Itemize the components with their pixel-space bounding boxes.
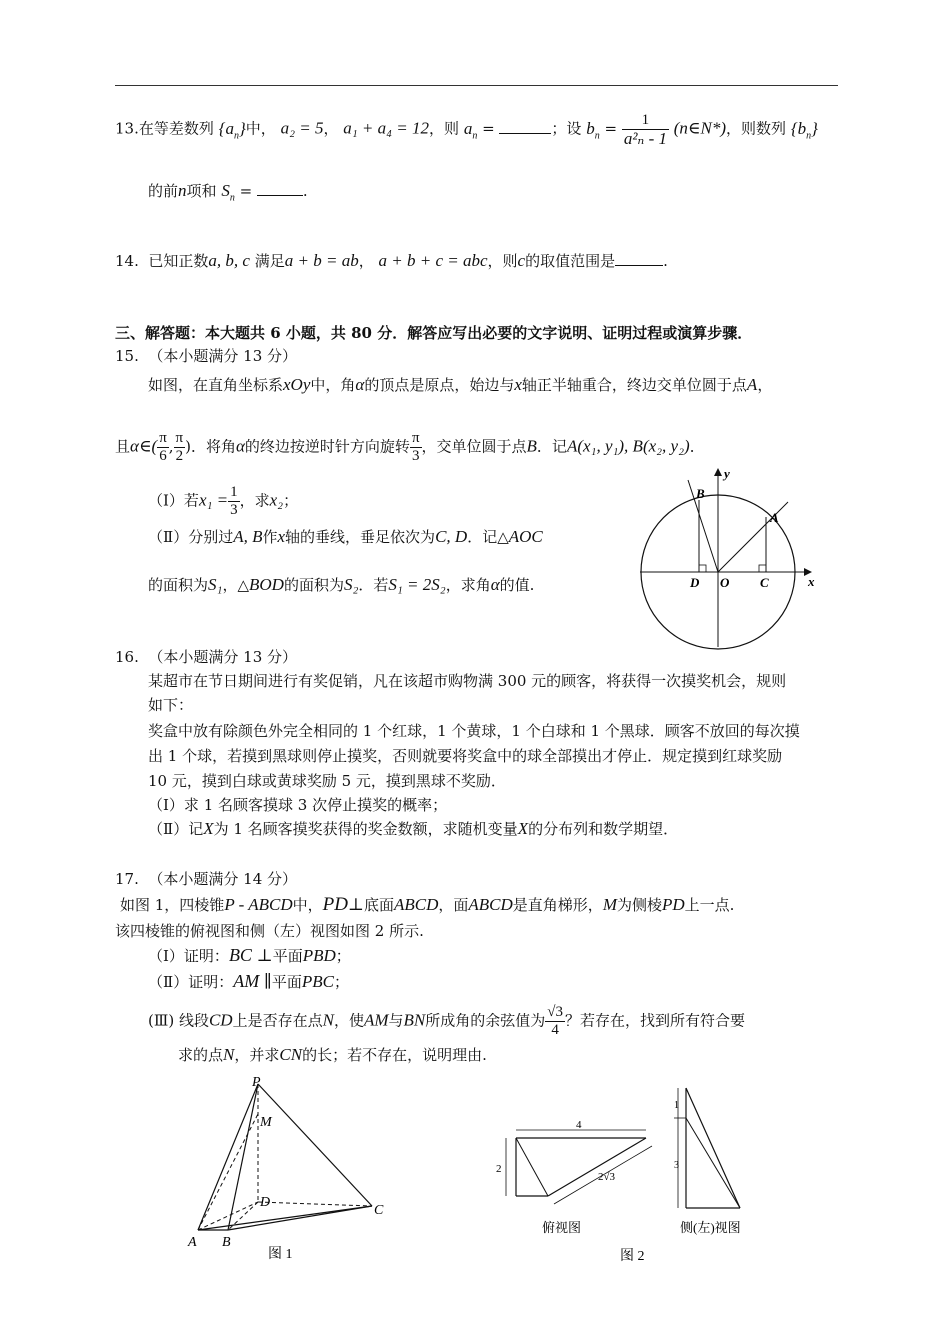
figure-2-views <box>480 1080 780 1276</box>
n-in-N: (n∈N*) <box>673 118 727 138</box>
q14-line: 14. 已知正数a, b, c 满足a + b = ab， a + b + c = abc，则c的取值范围是 . <box>115 251 668 270</box>
blank-c-range <box>615 255 663 266</box>
side-view-caption: 侧(左)视图 <box>680 1220 741 1235</box>
edge-PC <box>258 1084 372 1206</box>
q17-line2: 该四棱锥的俯视图和侧（左）视图如图 2 所示. <box>115 922 424 940</box>
label-O: O <box>720 575 730 590</box>
figure-1-pyramid <box>180 1074 400 1274</box>
q15-line1: 如图，在直角坐标系xOy中，角α的顶点是原点，始边与x轴正半轴重合，终边交单位圆于点A， <box>148 375 773 394</box>
dim-2sqrt3-label: 2√3 <box>598 1171 616 1183</box>
label-y: y <box>724 466 730 481</box>
right-angle-D <box>699 565 706 572</box>
set-an: $\{a_n\}$ <box>218 118 246 141</box>
cond-a2: a₂ = 5 <box>280 118 324 138</box>
cond-a1a4: a₁ + a₄ = 12 <box>343 118 430 138</box>
y-axis-arrow <box>714 468 722 476</box>
q17-part1: （Ⅰ）证明：BC ⊥平面PBD； <box>148 945 351 965</box>
q16-part1: （Ⅰ）求 1 名顾客摸球 3 次停止摸奖的概率； <box>148 796 448 814</box>
q16-line5: 10 元，摸到白球或黄球奖励 5 元，摸到黑球不奖励． <box>148 772 506 790</box>
blank-an <box>499 123 551 134</box>
frac-sqrt3-4: $\frac{√3}{4}$ <box>547 1004 563 1038</box>
dim-2-label: 2 <box>496 1163 502 1175</box>
q15-line2: 且α∈( $\frac{\pi}{6}$ , $\frac{\pi}{2}$ )．将角α的终边按逆时针方向旋转 $\frac{\pi}{3}$ ，交单位圆于点B．记A(x₁, y₁), B(x₂, y₂)． <box>115 430 705 464</box>
figure-2-caption: 图 2 <box>620 1249 645 1264</box>
q17-line1: 如图 1，四棱锥P - ABCD中，PD⊥底面ABCD，面ABCD是直角梯形，M为侧棱PD上一点. <box>120 894 735 915</box>
unit-circle-figure <box>640 462 830 652</box>
q16-header: 16. （本小题满分 13 分） <box>115 648 298 666</box>
top-view-diagonal <box>516 1138 548 1196</box>
edge-DC <box>258 1202 372 1206</box>
label-B: B <box>222 1235 231 1250</box>
q15-part2-line2: 的面积为S₁，△BOD的面积为S₂．若S₁ = 2S₂，求角α的值. <box>148 575 535 594</box>
label-P: P <box>252 1075 261 1090</box>
side-view-slant <box>686 1088 740 1208</box>
q13-line2: 的前n项和 $S_n$ = . <box>148 181 308 204</box>
dim-4-label: 4 <box>576 1119 582 1131</box>
q17-part3-line1: (Ⅲ) 线段CD上是否存在点N，使AM与BN所成角的余弦值为 $\frac{√3}{4}$ ？若存在，找到所有符合要 <box>148 1004 746 1038</box>
Sn-term: $S_n$ <box>221 181 235 204</box>
header-rule <box>115 85 838 86</box>
q13-line1: 13.在等差数列 $\{a_n\}$中， a₂ = 5， a₁ + a₄ = 12，则 $a_n$ = ；设 $b_n$ = $\frac{1}{\text{a²ₙ - 1}}$ (n∈N*)，则数列 $\{b_n\}$ <box>115 112 818 148</box>
q16-line3: 奖盒中放有除颜色外完全相同的 1 个红球，1 个黄球，1 个白球和 1 个黑球．顾客不放回的每次摸 <box>148 722 800 740</box>
blank-Sn <box>257 185 303 196</box>
q16-line2: 如下： <box>148 696 194 714</box>
q15-part2-line1: （Ⅱ）分别过A, B作x轴的垂线，垂足依次为C, D．记△AOC <box>148 527 543 546</box>
label-B: B <box>696 486 705 501</box>
segment-AM <box>198 1114 258 1230</box>
set-bn: $\{b_n\}$ <box>790 118 818 141</box>
S1: S₁ <box>208 575 223 594</box>
figure-1-caption: 图 1 <box>268 1247 293 1262</box>
frac-pi-3: $\frac{\pi}{3}$ <box>411 430 420 464</box>
label-D: D <box>690 575 700 590</box>
top-view-slant-edge <box>548 1138 646 1196</box>
label-C: C <box>760 575 769 590</box>
label-A: A <box>770 510 779 525</box>
q16-line4: 出 1 个球，若摸到黑球则停止摸奖，否则就要将奖盒中的球全部摸出才停止．规定摸到红球奖励 <box>148 747 783 765</box>
edge-BC <box>228 1206 372 1230</box>
label-M: M <box>260 1115 272 1130</box>
label-C: C <box>374 1203 384 1218</box>
label-x: x <box>808 574 815 589</box>
top-view-caption: 俯视图 <box>542 1220 582 1235</box>
q15-header: 15. （本小题满分 13 分） <box>115 347 298 365</box>
q16-part2: （Ⅱ）记X为 1 名顾客摸奖获得的奖金数额，求随机变量X的分布列和数学期望． <box>148 819 679 838</box>
q17-part3-line2: 求的点N，并求CN的长；若不存在，说明理由. <box>178 1045 487 1064</box>
q17-part2: （Ⅱ）证明：AM ∥平面PBC； <box>148 971 349 991</box>
q16-line1: 某超市在节日期间进行有奖促销，凡在该超市购物满 300 元的顾客，将获得一次摸奖机会，规则 <box>148 672 787 690</box>
frac-one-third: $\frac{1}{3}$ <box>230 484 238 518</box>
side-dim-3: 3 <box>674 1160 679 1171</box>
an-term: $a_n$ <box>463 118 478 141</box>
section-3-heading: 三、解答题：本大题共 6 小题，共 80 分．解答应写出必要的文字说明、证明过程或演算步骤． <box>115 324 753 342</box>
edge-PB <box>228 1084 258 1230</box>
q17-header: 17. （本小题满分 14 分） <box>115 870 298 888</box>
bn-term: $b_n$ <box>586 118 600 141</box>
side-view-inner-slant <box>686 1118 740 1208</box>
bn-fraction: $\frac{1}{\text{a²ₙ - 1}}$ <box>623 112 667 148</box>
label-A: A <box>188 1235 197 1250</box>
edge-PA <box>198 1084 258 1230</box>
q15-part1: （Ⅰ）若x₁ = $\frac{1}{3}$ ，求x₂； <box>148 484 299 518</box>
frac-pi-2: $\frac{\pi}{2}$ <box>175 430 184 464</box>
frac-pi-6: $\frac{\pi}{6}$ <box>159 430 167 464</box>
side-dim-1: 1 <box>674 1100 679 1111</box>
label-D: D <box>260 1195 271 1210</box>
right-angle-C <box>759 565 766 572</box>
